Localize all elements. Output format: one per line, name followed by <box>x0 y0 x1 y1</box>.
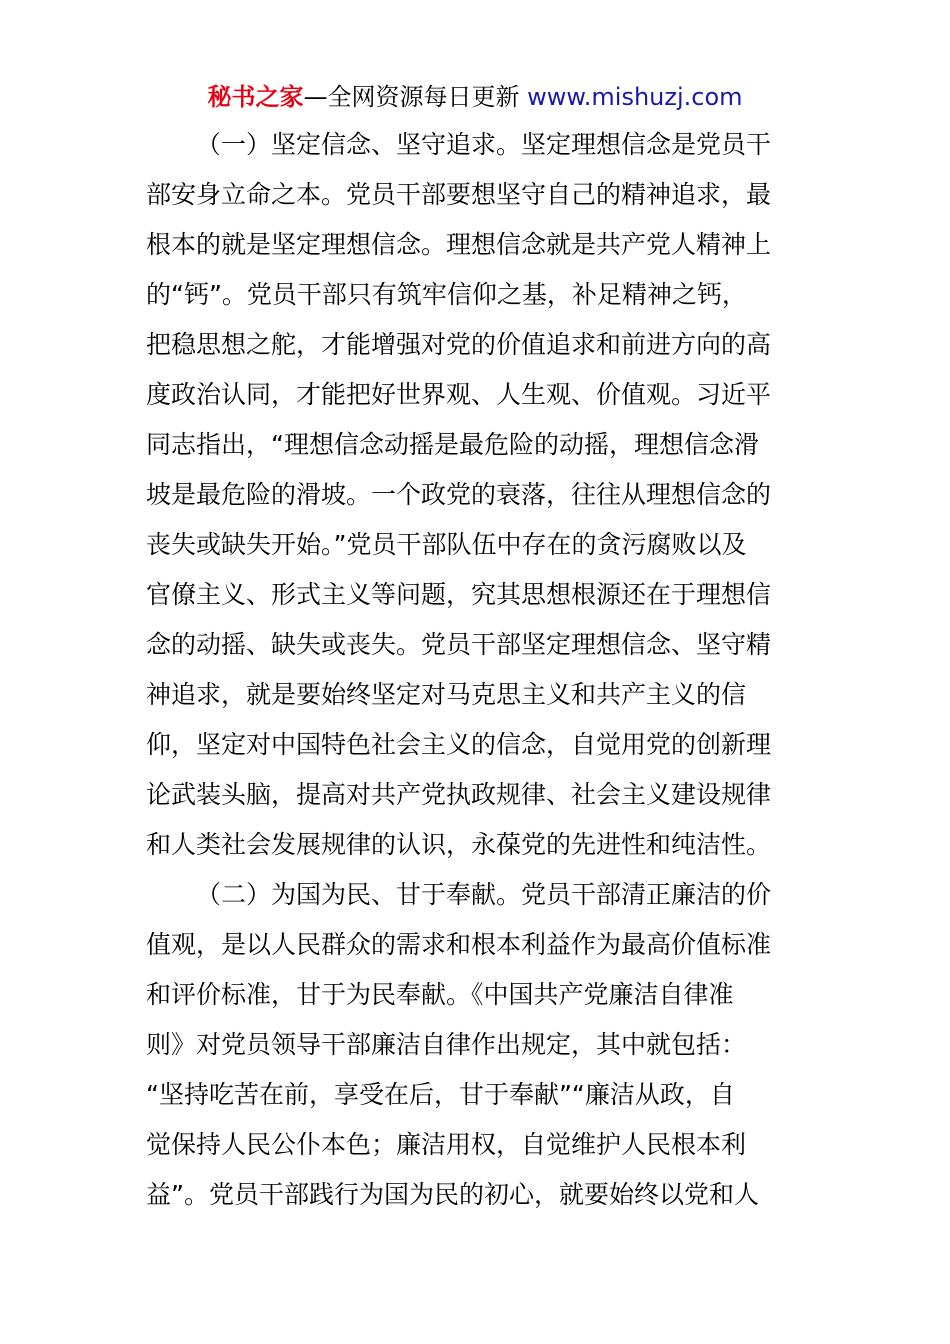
text-line: （二）为国为民、甘于奉献。党员干部清正廉洁的价 <box>196 880 772 909</box>
text-line: 觉保持人民公仆本色；廉洁用权，自觉维护人民根本利 <box>146 1130 747 1159</box>
text-line: 官僚主义、形式主义等问题，究其思想根源还在于理想信 <box>146 580 772 609</box>
text-line: 念的动摇、缺失或丧失。党员干部坚定理想信念、坚守精 <box>146 630 772 659</box>
text-line: 益”。党员干部践行为国为民的初心，就要始终以党和人 <box>146 1180 759 1209</box>
text-line: 把稳思想之舵，才能增强对党的价值追求和前进方向的高 <box>146 330 772 359</box>
text-line: 部安身立命之本。党员干部要想坚守自己的精神追求，最 <box>146 180 772 209</box>
text-line: 则》对党员领导干部廉洁自律作出规定，其中就包括： <box>146 1030 747 1059</box>
text-line: 根本的就是坚定理想信念。理想信念就是共产党人精神上 <box>146 230 772 259</box>
text-line: 和人类社会发展规律的认识，永葆党的先进性和纯洁性。 <box>146 830 772 859</box>
text-line: 神追求，就是要始终坚定对马克思主义和共产主义的信 <box>146 680 747 709</box>
text-line: 的“钙”。党员干部只有筑牢信仰之基，补足精神之钙， <box>146 280 747 309</box>
text-line: 丧失或缺失开始。”党员干部队伍中存在的贪污腐败以及 <box>146 530 747 559</box>
text-line: 和评价标准，甘于为民奉献。《中国共产党廉洁自律准 <box>146 980 734 1009</box>
text-line: 值观，是以人民群众的需求和根本利益作为最高价值标准 <box>146 930 772 959</box>
text-line: （一）坚定信念、坚守追求。坚定理想信念是党员干 <box>196 130 772 159</box>
text-line: 度政治认同，才能把好世界观、人生观、价值观。习近平 <box>146 380 772 409</box>
header-url[interactable]: www.mishuzj.com <box>519 83 743 111</box>
text-line: 同志指出，“理想信念动摇是最危险的动摇，理想信念滑 <box>146 430 759 459</box>
text-line: 坡是最危险的滑坡。一个政党的衰落，往往从理想信念的 <box>146 480 772 509</box>
text-line: 论武装头脑，提高对共产党执政规律、社会主义建设规律 <box>146 780 772 809</box>
header-tagline: —全网资源每日更新 <box>303 83 520 111</box>
text-line: 仰，坚定对中国特色社会主义的信念，自觉用党的创新理 <box>146 730 772 759</box>
brand-name: 秘书之家 <box>207 83 304 111</box>
page-header <box>0 80 950 114</box>
text-line: “坚持吃苦在前，享受在后，甘于奉献”“廉洁从政，自 <box>146 1080 735 1109</box>
